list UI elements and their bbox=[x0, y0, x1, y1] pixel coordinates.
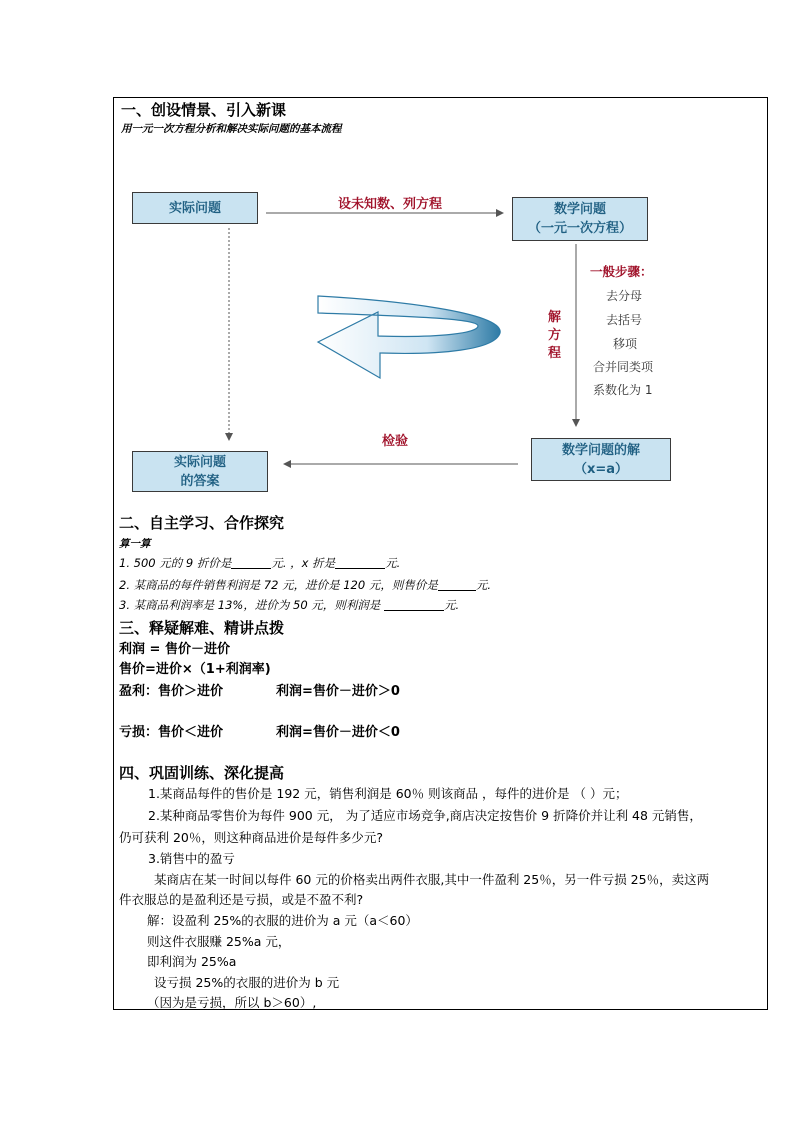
solution-line3: 即利润为 25%a bbox=[147, 954, 237, 969]
section4-title: 四、巩固训练、深化提高 bbox=[119, 764, 285, 782]
section3-title: 三、释疑解难、精讲点拨 bbox=[119, 619, 285, 637]
question-1-part-a: 1. 500 元的 9 折价是 bbox=[119, 556, 232, 570]
exercise-2-line1: 2.某种商品零售价为每件 900 元， 为了适应市场竞争,商店决定按售价 9 折降价并让利 48 元销售， bbox=[148, 808, 702, 823]
exercise-3-title: 3.销售中的盈亏 bbox=[148, 851, 235, 866]
question-2-part-b: 元. bbox=[475, 578, 491, 592]
step-3: 移项 bbox=[613, 337, 638, 351]
question-3-part-a: 3. 某商品利润率是 13%，进价为 50 元，则利润是 bbox=[119, 598, 381, 612]
exercise-2-line2: 仍可获利 20％，则这种商品进价是每件多少元? bbox=[119, 830, 384, 845]
formula-profit: 利润 = 售价－进价 bbox=[119, 642, 230, 657]
question-1 bbox=[119, 555, 400, 571]
label-solve-1: 解 bbox=[548, 310, 562, 325]
exercise-3-line1: 某商店在某一时间以每件 60 元的价格卖出两件衣服,其中一件盈利 25％，另一件亏损 25％，卖这两 bbox=[154, 872, 710, 887]
question-2-part-a: 2. 某商品的每件销售利润是 72 元，进价是 120 元，则售价是 bbox=[119, 578, 438, 592]
gain-condition: 盈利：售价＞进价 bbox=[119, 684, 224, 699]
blank-4 bbox=[384, 598, 444, 611]
question-1-part-c: 元. bbox=[385, 556, 401, 570]
box-math-problem-line1: 数学问题 bbox=[553, 202, 606, 217]
solution-line1: 解：设盈利 25%的衣服的进价为 a 元（a＜60） bbox=[147, 913, 418, 928]
box-math-solution-line2: （x=a） bbox=[573, 461, 629, 477]
loss-condition: 亏损：售价＜进价 bbox=[119, 725, 224, 740]
label-solve-equation bbox=[548, 309, 561, 363]
label-check: 检验 bbox=[382, 434, 409, 449]
blank-1 bbox=[231, 556, 271, 569]
question-3-part-b: 元. bbox=[443, 598, 460, 612]
step-4: 合并同类项 bbox=[593, 360, 654, 374]
step-1: 去分母 bbox=[606, 289, 643, 303]
question-3 bbox=[119, 597, 459, 613]
exercise-1: 1.某商品每件的售价是 192 元，销售利润是 60％ 则该商品 ，每件的进价是 （ ）元； bbox=[148, 786, 628, 801]
loss-formula: 利润=售价－进价＜0 bbox=[276, 725, 400, 740]
label-set-equation: 设未知数、列方程 bbox=[338, 197, 443, 212]
exercise-3-line2: 件衣服总的是盈利还是亏损，或是不盈不利? bbox=[119, 892, 364, 907]
box-real-problem-label: 实际问题 bbox=[168, 200, 221, 216]
formula-price: 售价=进价×（1+利润率) bbox=[119, 662, 271, 677]
solution-line2: 则这件衣服赚 25%a 元， bbox=[147, 934, 291, 949]
label-solve-2: 方 bbox=[548, 328, 562, 343]
solution-line5: （因为是亏损，所以 b＞60）, bbox=[147, 995, 317, 1010]
question-1-part-b: 元. ，x 折是 bbox=[271, 556, 336, 570]
curved-return-arrow bbox=[318, 296, 500, 378]
gain-formula: 利润=售价－进价＞0 bbox=[276, 684, 400, 699]
box-real-answer-line2: 的答案 bbox=[180, 473, 220, 489]
blank-3 bbox=[438, 578, 476, 591]
solution-line4: 设亏损 25%的衣服的进价为 b 元 bbox=[154, 975, 340, 990]
section2-label: 算一算 bbox=[119, 538, 151, 550]
box-math-problem-line2: （一元一次方程） bbox=[527, 221, 632, 236]
blank-2 bbox=[335, 556, 385, 569]
steps-title: 一般步骤： bbox=[590, 264, 653, 279]
step-2: 去括号 bbox=[606, 313, 643, 327]
section1-subtitle: 用一元一次方程分析和解决实际问题的基本流程 bbox=[121, 123, 342, 135]
question-2 bbox=[119, 577, 491, 593]
box-math-solution-line1: 数学问题的解 bbox=[561, 442, 640, 458]
box-real-answer-line1: 实际问题 bbox=[173, 454, 226, 470]
label-solve-3: 程 bbox=[548, 346, 562, 361]
step-5: 系数化为 1 bbox=[593, 383, 653, 397]
section2-title: 二、自主学习、合作探究 bbox=[119, 514, 285, 532]
section1-title: 一、创设情景、引入新课 bbox=[121, 101, 287, 119]
